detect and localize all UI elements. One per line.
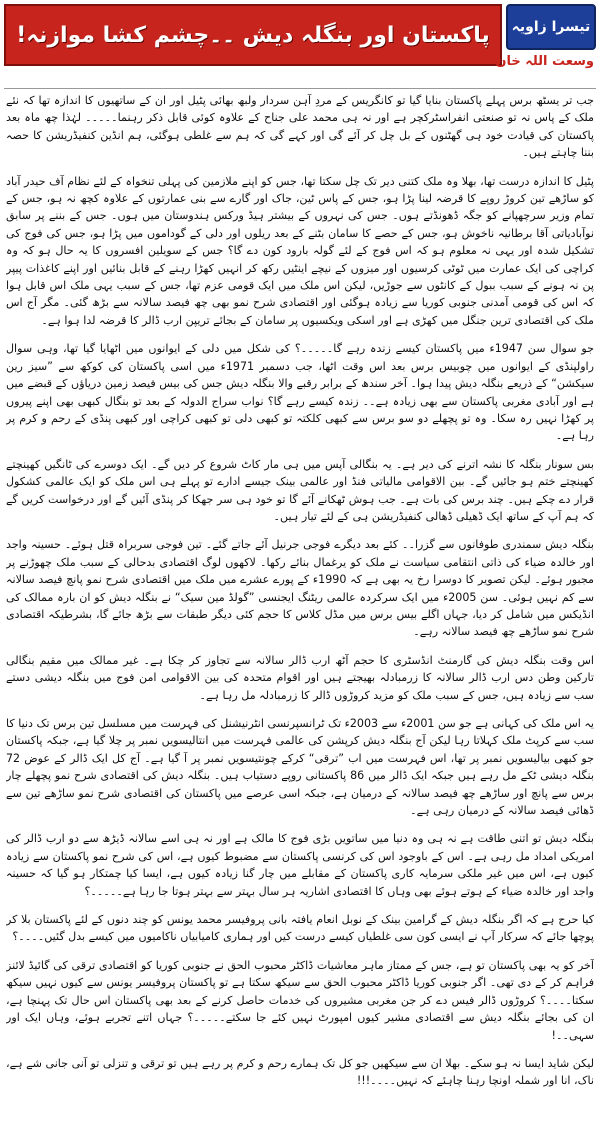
article-paragraph: جو سوال سن 1947ء میں پاکستان کیسے زندہ رہے گا۔۔۔۔۔؟ کی شکل میں دلی کے ایوانوں میں اٹھایا گیا تھا، وہی سوال راولپنڈی کے ایوانوں میں چوبیس برس بعد اس وقت اٹھا، جب دسمبر 1971ء میں اسی پاکستان کی کوکھ سے ”سیز رین سیکشن“ کے ذریعے بنگلہ دیش پیدا ہوا۔ آخر سندھ کے برابر رقبے والا بنگلہ دیش جس کی بیس فیصد زمین دریاؤں کے قبضے میں ہے اور آبادی مغربی پاکستان سے بھی زیادہ ہے۔۔ زندہ کیسے رہے گا؟ نواب سراج الدولہ کے بعد تو بنگال کبھی بھی اپنے پیروں پر کھڑا نہیں رہ سکا۔ وہ تو پچھلے دو سو برس سے کبھی کلکتہ تو کبھی دلی تو کبھی کراچی اور کبھی پنڈی کے رحم و کرم پر رہا ہے۔ <box>6 342 594 443</box>
column-logo <box>506 4 596 50</box>
article-paragraph: اس وقت بنگلہ دیش کی گارمنٹ انڈسٹری کا حجم آٹھ ارب ڈالر سالانہ سے تجاوز کر چکا ہے۔ غیر ممالک میں مقیم بنگالی تارکین وطن دس ارب ڈالر سالانہ کا زرمبادلہ بھیجتے ہیں اور اقوام متحدہ کی بین الاقوامی امن فوج میں بنگلہ دیشی دستے سب سے زیادہ ہیں، جس کے سبب ملک کو مزید کروڑوں ڈالر کا زرمبادلہ مل رہا ہے۔ <box>6 653 594 702</box>
article-paragraph: بس سونار بنگلہ کا نشہ اترنے کی دیر ہے۔ یہ بنگالی آپس میں ہی مار کاٹ شروع کر دیں گے۔ ایک دوسرے کی ٹانگیں کھینچتے کھینچتے ختم ہو جائیں گے۔ بین الاقوامی مالیاتی فنڈ اور عالمی بینک جیسے ادارے تو پہلے ہی اس ملک کو ایک عالمی کشکول قرار دے چکے ہیں۔ چند برس کی بات ہے۔ جب ہوش ٹھکانے آئے گا تو خود ہی سر جھکا کر پنڈی آئیں گے اور درخواست کریں گے کہ ہم آپ کے ساتھ ایک ڈھیلی ڈھالی کنفیڈریشن ہی کے لئے تیار ہیں۔ <box>6 457 594 523</box>
header-divider <box>4 88 596 89</box>
article-paragraph: جب تر یسٹھ برس پہلے پاکستان بنایا گیا تو کانگریس کے مردِ آہن سردار ولبھ بھائی پٹیل اور ان کے ساتھیوں کا اندازہ تھا کہ نئے ملک کے پاس نہ تو صنعتی انفراسٹرکچر ہے اور نہ ہی محمد علی جناح کے علاوہ کوئی قابل ذکر رہنما۔۔۔۔۔ لہٰذا چھ ماہ بعد پاکستان کی قیادت خود ہی گھٹنوں کے بل چل کر آئے گی اور کہے گی کہ ہم سے غلطی ہوگئی، ہم انڈین کنفیڈریشن کا حصہ بننا چاہتے ہیں۔ <box>6 94 594 160</box>
article-paragraph: آخر کو یہ بھی پاکستان تو ہے، جس کے ممتاز ماہر معاشیات ڈاکٹر محبوب الحق نے جنوبی کوریا کو اقتصادی ترقی کی گائیڈ لائنز فراہم کر کے دی تھی۔ اگر جنوبی کوریا ڈاکٹر محبوب الحق سے سیکھ سکتا ہے تو پاکستان پروفیسر یونس سے کیوں نہیں سیکھ سکتا۔۔۔۔؟ کروڑوں ڈالر فیس دے کر جن مغربی مشیروں کی خدمات حاصل کرنے کے بعد بھی پاکستان اس حال تک پہنچا ہے، ان کی بجائے بنگلہ دیش سے اقتصادی مشیر کیوں امپورٹ نہیں کئے جا سکتے۔۔۔۔۔؟ جہاں اتنے تجربے ہوئے، وہاں ایک اور سہی۔۔! <box>6 958 594 1042</box>
headline: پاکستان اور بنگلہ دیش ۔۔چشم کشا موازنہ! <box>16 22 490 48</box>
headline-banner <box>4 4 502 66</box>
column-name: تیسرا زاویہ <box>511 19 591 35</box>
article-paragraph: پٹیل کا اندازہ درست تھا، بھلا وہ ملک کتنی دیر تک چل سکتا تھا، جس کو اپنے ملازمین کی پہلی تنخواہ کے لئے نظام آف حیدر آباد کو ساڑھے تین کروڑ روپے کا قرضہ لینا پڑا ہو، جس کے پاس ٹین، جاک اور گارے سے بنی عمارتوں کے علاوہ کچھ نہ ہو، جس کے تمام وزیر سرچھپانے کو جگہ ڈھونڈتے ہوں۔ جس کی نہروں کے بیشتر ہیڈ ورکس ہندوستان میں ہوں۔ جس کے بننے پر سابق نوآبادیاتی آقا برطانیہ ناخوش ہو، جس کے حصے کا سامان بٹنے کے بعد ریلوں اور دلی کے گوداموں میں پڑا ہو، جس کی فوج کی تشکیل شدہ اور یہی نہ معلوم ہو کہ اس فوج کے لئے گولہ بارود کون دے گا؟ جس کے سویلین افسروں کا یہ حال ہو کہ وہ کراچی کی ایک عمارت میں ٹوٹی کرسیوں اور میزوں کے نیچے اینٹیں رکھ کر انہیں کھڑا رہنے کے قابل بنائیں اور اپنے کاغذات پیپر پن نہ ہونے کے سبب ببول کے کانٹوں سے جوڑیں، لیکن اس ملک میں ایک قومی عزم تھا، جس کے سبب یہی ملک اس قابل ہوا کہ اس کی قومی آمدنی جنوبی کوریا سے زیادہ ہوگئی اور اقتصادی شرح نمو بھی چھ فیصد سالانہ سے بڑھ گئی۔ مگر آج اس ملک کی اقتصادی ترین جنگل میں کھڑی ہے اور اسکی ویکسیوں پر سامان کے بجائے تریپن ارب ڈالر کا قرضہ لدا ہوا ہے۔ <box>6 174 594 327</box>
author-byline: وسعت اللہ خان <box>495 54 594 69</box>
article-body <box>6 92 594 1118</box>
article-paragraph: بنگلہ دیش تو اتنی طاقت ہے نہ ہی وہ دنیا میں ساتویں بڑی فوج کا مالک ہے اور نہ ہی اسے سالانہ ڈیڑھ سے دو ارب ڈالر کی امریکی امداد مل رہی ہے۔ اس کے باوجود اس کی کرنسی پاکستان سے مضبوط کیوں ہے، اس کی شرح نمو پاکستان سے زیادہ کیوں ہے، اس میں غیر ملکی سرمایہ کاری پاکستان کے مقابلے میں چار گنا زیادہ کیوں ہے، ایسا کیا چمتکار ہو گیا کہ حسینہ واجد اور خالدہ ضیاء کے ہوتے ہوئے بھی وہاں کا اقتصادی اشاریہ ہر سال بہتر سے بہتر ہوتا جا رہا ہے۔۔۔۔۔؟ <box>6 832 594 898</box>
article-paragraph: کیا حرج ہے کہ اگر بنگلہ دیش کے گرامین بینک کے نوبل انعام یافتہ بانی پروفیسر محمد یونس کو چند دنوں کے لئے پاکستان بلا کر پوچھا جائے کہ سرکار آپ نے ایسی کون سی غلطیاں کیسے درست کیں اور ہماری کامیابیاں ناکامیوں میں کیسے بدل گئیں۔۔۔۔؟ <box>6 913 594 944</box>
masthead <box>4 4 596 86</box>
article-paragraph: بنگلہ دیش سمندری طوفانوں سے گزرا۔۔ کئے بعد دیگرے فوجی جرنیل آئے جاتے گئے۔ تین فوجی سربراہ قتل ہوئے۔ حسینہ واجد اور خالدہ ضیاء کی ذاتی انتقامی سیاست نے ملک کو یرغمال بنائے رکھا۔ لاکھوں لوگ اقتصادی بدحالی کے سبب ملک چھوڑنے پر مجبور ہوئے۔ لیکن تصویر کا دوسرا رخ یہ بھی ہے کہ 1990ء کے پورے عشرے میں ملک میں اقتصادی شرح نمو پانچ فیصد سالانہ سے کم نہیں ہوئی۔ سن 2005ء میں ایک سرکردہ عالمی ریٹنگ ایجنسی ”گولڈ مین سیک“ نے بنگلہ دیش کو ان بارہ ممالک کی انڈیکس میں شامل کر دیا، جہاں اگلے بیس برس میں مڈل کلاس کا حجم کئی دیگر طبقات سے بڑھ جائے گا، بشرطیکہ اقتصادی شرح نمو ساڑھے چھ فیصد سالانہ رہے۔ <box>6 538 594 639</box>
article-paragraph: لیکن شاید ایسا نہ ہو سکے۔ بھلا ان سے سیکھیں جو کل تک ہمارے رحم و کرم پر رہے ہیں تو ترقی و تنزلی تو آنی جانی شے ہے، ناک، انا اور شملہ اونچا رہنا چاہئے کہ نہیں۔۔۔۔!!! <box>6 1056 594 1088</box>
article-paragraph: یہ اس ملک کی کہانی ہے جو سن 2001ء سے 2003ء تک ٹرانسپرنسی انٹرنیشنل کی فہرست میں مسلسل تین برس تک دنیا کا سب سے کرپٹ ملک کہلاتا رہا لیکن آج بنگلہ دیش کرپشن کی عالمی فہرست میں انتالیسویں نمبر پر چلا گیا ہے، جبکہ پاکستان جو کبھی بیالیسویں نمبر پر تھا، اس فہرست میں اب ”ترقی“ کرکے چونتیسویں نمبر پر آ گیا ہے۔ آج کل ایک ڈالر کے عوض 72 بنگلہ دیشی ٹکے مل رہے ہیں جبکہ ایک ڈالر میں 86 پاکستانی روپے دستیاب ہیں۔ بنگلہ دیش کی اقتصادی شرح نمو پچھلے چار برس سے پانچ اور ساڑھے چھ فیصد سالانہ کے درمیان ہے، جبکہ اسی عرصے میں پاکستان کی اقتصادی شرح نمو ساڑھے تین سے ڈھائی فیصد سالانہ کے درمیان رہی ہے۔ <box>6 717 594 818</box>
